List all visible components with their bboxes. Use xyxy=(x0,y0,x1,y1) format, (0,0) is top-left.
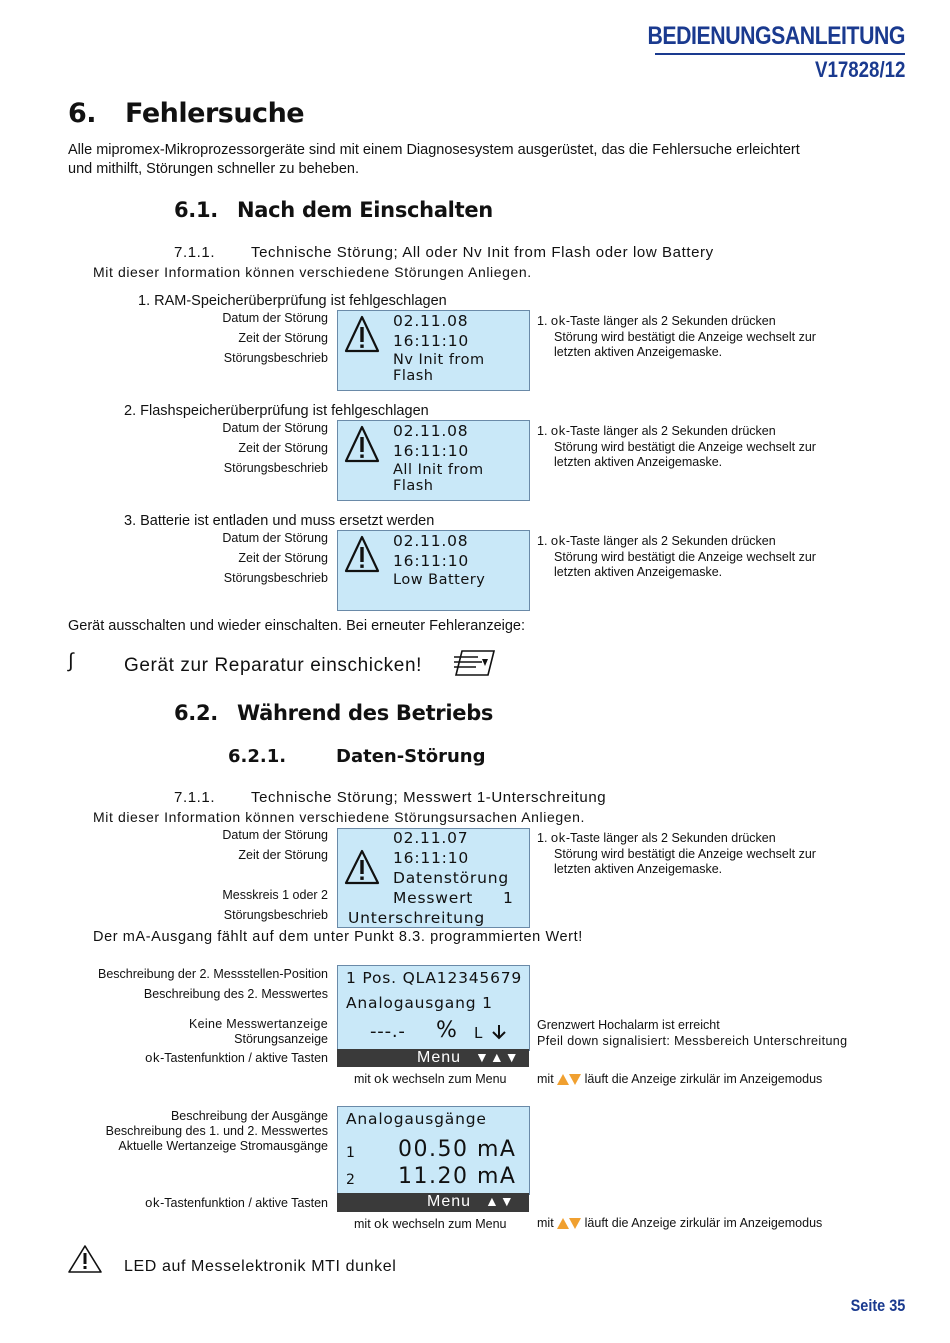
lcd-row-value: 00.50 mA xyxy=(398,1137,517,1162)
ok-key: ok xyxy=(145,1050,161,1065)
lcd-title: Analogausgänge xyxy=(346,1110,487,1128)
lcd-position: 1 Pos. QLA12345679 xyxy=(346,969,523,987)
warning-icon xyxy=(344,425,380,468)
note-text: -Taste länger als 2 Sekunden drücken xyxy=(565,534,776,548)
bullet-icon: ∫ xyxy=(68,650,74,672)
menu-label: Menu xyxy=(417,1049,462,1066)
ok-key: ok xyxy=(550,533,566,548)
page-label: Seite xyxy=(850,1296,885,1315)
arrow-up-icon xyxy=(557,1218,569,1229)
note-text: Störung wird bestätigt die Anzeige wechselt zur xyxy=(554,329,816,344)
label-time: Zeit der Störung xyxy=(238,441,328,455)
section-number: 6.2.1. xyxy=(228,746,287,767)
note-text: letzten aktiven Anzeigemaske. xyxy=(554,565,723,579)
subsection-heading xyxy=(174,244,714,261)
menu-label: Menu xyxy=(427,1193,472,1210)
intro-text xyxy=(68,141,800,179)
section-number: 6.1. xyxy=(174,198,218,222)
lcd-fault-display xyxy=(337,530,530,611)
restart-text: Gerät ausschalten und wieder einschalten. Bei erneuter Fehleranzeige: xyxy=(68,618,526,634)
hint-text: wechseln zum Menu xyxy=(389,1217,507,1231)
label-date: Datum der Störung xyxy=(222,311,328,325)
ok-key: ok xyxy=(374,1216,390,1231)
note-prefix: 1. xyxy=(537,831,548,845)
hint-text: mit xyxy=(354,1072,375,1086)
repair-text: Gerät zur Reparatur einschicken! xyxy=(124,655,422,676)
label-ok-fn xyxy=(28,1195,328,1210)
ok-key: ok xyxy=(145,1195,161,1210)
ok-key: ok xyxy=(550,830,566,845)
warning-icon xyxy=(344,535,380,578)
label-ok-fn xyxy=(28,1050,328,1065)
intro-line: und mithilft, Störungen schneller zu beheben. xyxy=(68,161,359,177)
ok-key: ok xyxy=(550,313,566,328)
fault-heading: 1. RAM-Speicherüberprüfung ist fehlgeschlagen xyxy=(138,293,447,309)
doc-number: V17828/12 xyxy=(814,57,905,82)
label-time: Zeit der Störung xyxy=(238,551,328,565)
lcd-date: 02.11.08 xyxy=(393,422,469,440)
note-text: -Taste länger als 2 Sekunden drücken xyxy=(565,314,776,328)
lcd-line: Unterschreitung xyxy=(348,909,486,927)
label-text: -Tastenfunktion / aktive Tasten xyxy=(160,1196,328,1210)
label-current: Aktuelle Wertanzeige Stromausgänge xyxy=(118,1139,328,1153)
menu-arrows: ▼▲▼ xyxy=(475,1049,520,1065)
lcd-time: 16:11:10 xyxy=(393,849,470,867)
lcd-unit: % xyxy=(436,1018,458,1043)
hint-text: wechseln zum Menu xyxy=(389,1072,507,1086)
hint-text: läuft die Anzeige zirkulär im Anzeigemodus xyxy=(584,1216,823,1230)
lcd-data-fault xyxy=(337,828,530,928)
section-621-heading xyxy=(228,746,486,767)
label-date: Datum der Störung xyxy=(222,828,328,842)
section-title: Während des Betriebs xyxy=(237,701,494,725)
lcd-fault-display xyxy=(337,310,530,391)
warning-icon xyxy=(68,1245,102,1278)
hint-text: mit xyxy=(354,1217,375,1231)
note-prefix: 1. xyxy=(537,534,548,548)
page-footer xyxy=(850,1296,905,1316)
note-text: Störung wird bestätigt die Anzeige wechselt zur xyxy=(554,846,816,861)
hint-text: mit xyxy=(537,1216,554,1230)
label-desc: Störungsbeschrieb xyxy=(223,461,328,475)
warning-icon xyxy=(344,849,380,890)
lcd-description: Low Battery xyxy=(393,572,486,588)
after-text: Der mA-Ausgang fählt auf dem unter Punkt 8.3. programmierten Wert! xyxy=(93,929,583,945)
lcd-line: Datenstörung xyxy=(393,869,509,887)
lcd-time: 16:11:10 xyxy=(393,552,470,570)
info-text: Mit dieser Information können verschiedene Störungsursachen Anliegen. xyxy=(93,809,586,825)
lcd-row-value: 11.20 mA xyxy=(398,1164,517,1189)
label-outputs: Beschreibung der Ausgänge xyxy=(170,1109,328,1123)
subsection-title: Technische Störung; All oder Nv Init from Flash oder low Battery xyxy=(251,244,714,261)
label-time: Zeit der Störung xyxy=(238,848,328,862)
lcd-date: 02.11.08 xyxy=(393,312,469,330)
lcd-date: 02.11.07 xyxy=(393,829,469,847)
label-desc: Störungsbeschrieb xyxy=(223,571,328,585)
subsection-title: Technische Störung; Messwert 1-Unterschreitung xyxy=(251,789,607,806)
intro-line: Alle mipromex-Mikroprozessorgeräte sind mit einem Diagnosesystem ausgerüstet, das die Fehlersuche erleichtert xyxy=(68,142,800,158)
ok-key: ok xyxy=(374,1071,390,1086)
label-date: Datum der Störung xyxy=(222,421,328,435)
fault-heading: 3. Batterie ist entladen und muss ersetzt werden xyxy=(124,513,435,529)
cycle-hint xyxy=(537,1216,822,1230)
arrow-down-icon xyxy=(492,1024,506,1045)
lcd-line: Messwert xyxy=(393,889,474,907)
fault-heading: 2. Flashspeicherüberprüfung ist fehlgeschlagen xyxy=(124,403,429,419)
note-text: -Taste länger als 2 Sekunden drücken xyxy=(565,831,776,845)
arrow-down-icon xyxy=(569,1218,581,1229)
warning-icon xyxy=(344,315,380,358)
lcd-display-2 xyxy=(337,1106,530,1195)
label-date: Datum der Störung xyxy=(222,531,328,545)
hint-text: mit xyxy=(537,1072,554,1086)
lcd-row-index: 2 xyxy=(346,1172,356,1188)
subsection-number: 7.1.1. xyxy=(174,789,216,806)
header-title: BEDIENUNGSANLEITUNG xyxy=(647,22,905,50)
right-note xyxy=(537,1018,848,1049)
note-prefix: 1. xyxy=(537,424,548,438)
subsection-heading xyxy=(174,789,606,806)
label-desc: Beschreibung des 2. Messwertes xyxy=(143,987,328,1001)
menu-hint xyxy=(354,1216,507,1231)
lcd-date: 02.11.08 xyxy=(393,532,469,550)
label-values: Beschreibung des 1. und 2. Messwertes xyxy=(105,1124,328,1138)
arrow-down-icon xyxy=(569,1074,581,1085)
note-text: -Taste länger als 2 Sekunden drücken xyxy=(565,424,776,438)
section-title: Nach dem Einschalten xyxy=(237,198,493,222)
page-number: 35 xyxy=(888,1296,905,1315)
section-62-heading xyxy=(174,701,493,725)
lcd-description: Analogausgang 1 xyxy=(346,994,493,1012)
note-text: letzten aktiven Anzeigemaske. xyxy=(554,862,723,876)
lcd-circuit-number: 1 xyxy=(503,889,514,907)
info-text: Mit dieser Information können verschiedene Störungen Anliegen. xyxy=(93,264,532,280)
header-rule xyxy=(655,53,905,55)
label-desc: Störungsbeschrieb xyxy=(223,351,328,365)
note-text: Grenzwert Hochalarm ist erreicht xyxy=(537,1018,720,1032)
lcd-value: ---.- xyxy=(370,1021,406,1042)
lcd-display-1 xyxy=(337,965,530,1051)
section-61-heading xyxy=(174,198,493,222)
label-circuit: Messkreis 1 oder 2 xyxy=(222,888,328,902)
lcd-time: 16:11:10 xyxy=(393,332,470,350)
led-text: LED auf Messelektronik MTI dunkel xyxy=(124,1258,397,1275)
label-text: -Tastenfunktion / aktive Tasten xyxy=(160,1051,328,1065)
label-time: Zeit der Störung xyxy=(238,331,328,345)
ok-note xyxy=(537,533,816,581)
note-text: Pfeil down signalisiert: Messbereich Unterschreitung xyxy=(537,1033,848,1048)
ok-note xyxy=(537,313,816,361)
menu-bar[interactable] xyxy=(337,1049,529,1067)
subsection-number: 7.1.1. xyxy=(174,244,216,261)
label-pos: Beschreibung der 2. Messstellen-Position xyxy=(98,967,328,981)
ok-key: ok xyxy=(550,423,566,438)
note-text: letzten aktiven Anzeigemaske. xyxy=(554,455,723,469)
note-text: Störung wird bestätigt die Anzeige wechselt zur xyxy=(554,549,816,564)
ok-note xyxy=(537,423,816,471)
document-send-icon xyxy=(452,648,496,678)
lcd-row-index: 1 xyxy=(346,1145,356,1161)
section-title: Daten-Störung xyxy=(336,746,486,767)
lcd-description: Nv Init from Flash xyxy=(393,352,485,384)
menu-arrows: ▲▼ xyxy=(485,1193,515,1209)
menu-bar[interactable] xyxy=(337,1193,529,1212)
label-none: Keine Messwertanzeige xyxy=(188,1017,328,1031)
lcd-alarm-flag: L xyxy=(474,1024,484,1042)
label-fault: Störungsanzeige xyxy=(234,1032,328,1046)
note-text: Störung wird bestätigt die Anzeige wechselt zur xyxy=(554,439,816,454)
section-title: Fehlersuche xyxy=(125,98,305,129)
note-prefix: 1. xyxy=(537,314,548,328)
section-number: 6. xyxy=(68,98,97,129)
arrow-up-icon xyxy=(557,1074,569,1085)
lcd-fault-display xyxy=(337,420,530,501)
section-6-heading xyxy=(68,98,304,129)
label-desc: Störungsbeschrieb xyxy=(223,908,328,922)
section-number: 6.2. xyxy=(174,701,218,725)
lcd-time: 16:11:10 xyxy=(393,442,470,460)
lcd-description: All Init from Flash xyxy=(393,462,484,494)
hint-text: läuft die Anzeige zirkulär im Anzeigemodus xyxy=(584,1072,823,1086)
menu-hint xyxy=(354,1071,507,1086)
ok-note xyxy=(537,830,816,878)
cycle-hint xyxy=(537,1072,822,1086)
note-text: letzten aktiven Anzeigemaske. xyxy=(554,345,723,359)
